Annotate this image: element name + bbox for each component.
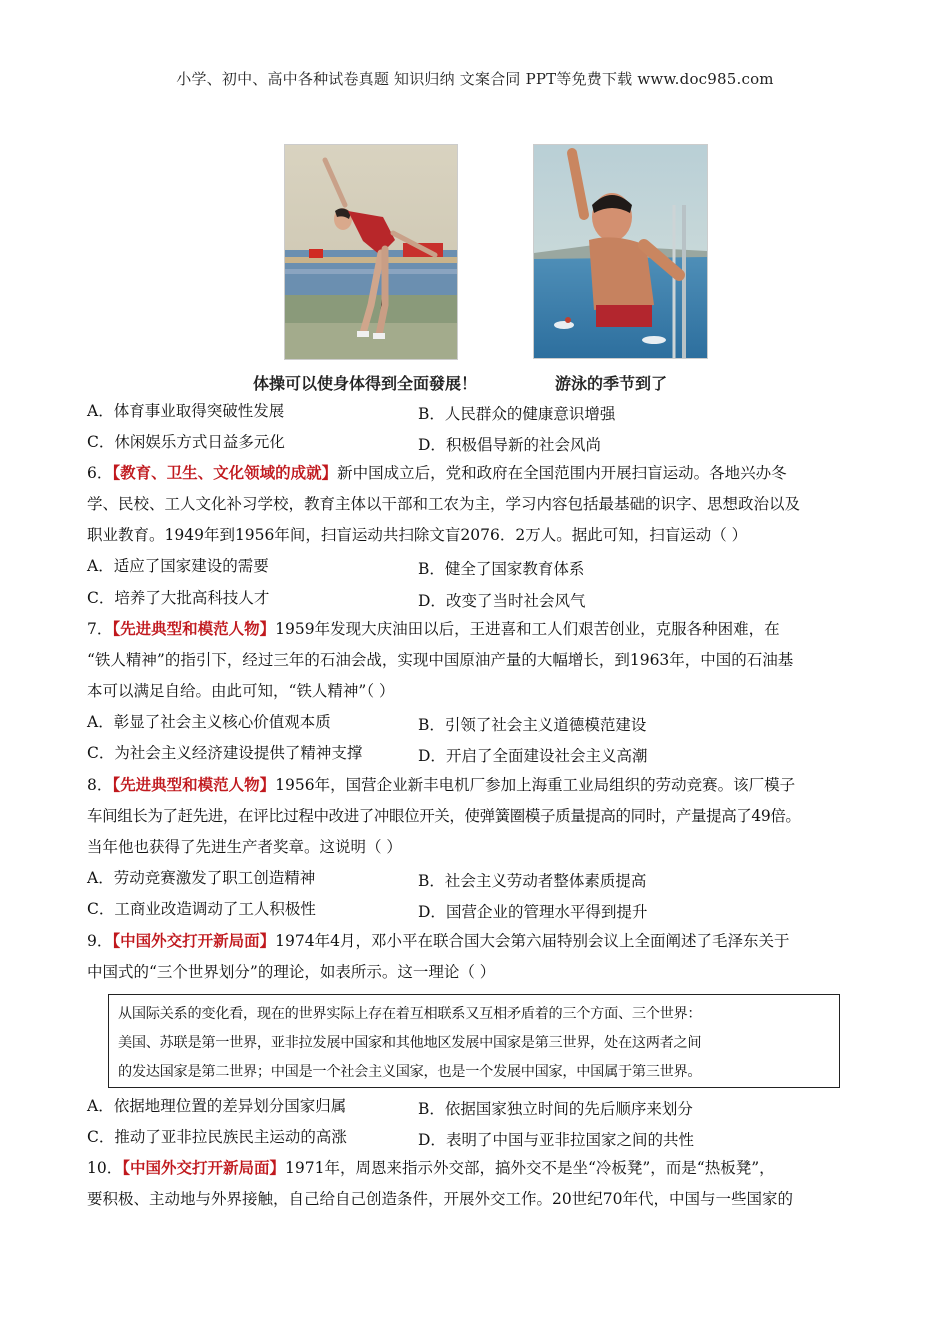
q7-option-b[interactable]: B．引领了社会主义道德模范建设	[418, 716, 647, 734]
q5-option-b[interactable]: B．人民群众的健康意识增强	[418, 405, 616, 423]
q9-topic-tag: 【中国外交打开新局面】	[112, 931, 276, 950]
q9-quote-line-2: 美国、苏联是第一世界，亚非拉发展中国家和其他地区发展中国家是第三世界，处在这两者之间	[118, 1035, 702, 1051]
q5-option-c[interactable]: C．休闲娱乐方式日益多元化	[87, 433, 285, 451]
q7-option-d[interactable]: D．开启了全面建设社会主义高潮	[418, 747, 648, 765]
q10-number: 10．	[87, 1159, 123, 1177]
q9-quote-line-1: 从国际关系的变化看，现在的世界实际上存在着互相联系又互相矛盾着的三个方面、三个世界：	[118, 1006, 702, 1022]
q9-stem-line-2: 中国式的“三个世界划分”的理论，如表所示。这一理论（ ）	[87, 963, 496, 981]
q10-stem-line-1: 10．【中国外交打开新局面】1971年，周恩来指示外交部，搞外交不是坐“冷板凳”，而是“热板凳”，	[87, 1158, 775, 1177]
q8-topic-tag: 【先进典型和模范人物】	[112, 775, 276, 794]
q8-option-b[interactable]: B．社会主义劳动者整体素质提高	[418, 872, 647, 890]
q6-stem-line-2: 学、民校、工人文化补习学校，教育主体以干部和工农为主，学习内容包括最基础的识字、思想政治以及	[87, 495, 801, 513]
q9-stem-line-1: 9．【中国外交打开新局面】1974年4月，邓小平在联合国大会第六届特别会议上全面阐述了毛泽东关于	[87, 931, 790, 950]
q9-option-d[interactable]: D．表明了中国与亚非拉国家之间的共性	[418, 1131, 694, 1149]
q7-stem-line-3: 本可以满足自给。由此可知，“铁人精神”（ ）	[87, 682, 395, 700]
q7-option-c[interactable]: C．为社会主义经济建设提供了精神支撑	[87, 744, 363, 762]
q8-option-d[interactable]: D．国营企业的管理水平得到提升	[418, 903, 648, 921]
poster-caption-gymnastics: 体操可以使身体得到全面發展！	[253, 374, 478, 393]
q9-option-a[interactable]: A．依据地理位置的差异划分国家归属	[87, 1097, 347, 1115]
page-header: 小学、初中、高中各种试卷真题 知识归纳 文案合同 PPT等免费下载 www.doc985.com	[176, 70, 774, 88]
q10-stem-line-2: 要积极、主动地与外界接触，自己给自己创造条件，开展外交工作。20世纪70年代，中国与一些国家的	[87, 1190, 793, 1208]
q8-number: 8．	[87, 776, 113, 794]
q7-topic-tag: 【先进典型和模范人物】	[112, 619, 276, 638]
q5-option-a[interactable]: A．体育事业取得突破性发展	[87, 402, 285, 420]
q9-number: 9．	[87, 932, 113, 950]
q6-number: 6．	[87, 464, 113, 482]
q6-option-b[interactable]: B．健全了国家教育体系	[418, 560, 585, 578]
q8-stem-line-2: 车间组长为了赶先进，在评比过程中改进了冲眼位开关，使弹簧圈模子质量提高的同时，产量提高了49倍。	[87, 807, 801, 825]
q6-stem-line-1: 6．【教育、卫生、文化领域的成就】新中国成立后，党和政府在全国范围内开展扫盲运动。各地兴办冬	[87, 463, 787, 482]
q9-option-b[interactable]: B．依据国家独立时间的先后顺序来划分	[418, 1100, 693, 1118]
gymnastics-poster-image	[284, 144, 458, 360]
q8-stem-line-3: 当年他也获得了先进生产者奖章。这说明（ ）	[87, 838, 402, 856]
q6-stem-line-3: 职业教育。1949年到1956年间，扫盲运动共扫除文盲2076．2万人。据此可知，扫盲运动（ ）	[87, 526, 748, 544]
q7-number: 7．	[87, 620, 113, 638]
q7-stem-line-1: 7．【先进典型和模范人物】1959年发现大庆油田以后，王进喜和工人们艰苦创业，克服各种困难，在	[87, 619, 780, 638]
q6-topic-tag: 【教育、卫生、文化领域的成就】	[112, 463, 338, 482]
swimming-poster-image	[533, 144, 708, 359]
q8-option-a[interactable]: A．劳动竞赛激发了职工创造精神	[87, 869, 316, 887]
q5-option-d[interactable]: D．积极倡导新的社会风尚	[418, 436, 601, 454]
poster-caption-swimming: 游泳的季节到了	[555, 374, 668, 393]
q6-option-c[interactable]: C．培养了大批高科技人才	[87, 589, 270, 607]
q6-option-d[interactable]: D．改变了当时社会风气	[418, 592, 586, 610]
q8-option-c[interactable]: C．工商业改造调动了工人积极性	[87, 900, 316, 918]
q10-topic-tag: 【中国外交打开新局面】	[122, 1158, 285, 1177]
q7-option-a[interactable]: A．彰显了社会主义核心价值观本质	[87, 713, 331, 731]
q9-option-c[interactable]: C．推动了亚非拉民族民主运动的高涨	[87, 1128, 347, 1146]
q7-stem-line-2: “铁人精神”的指引下，经过三年的石油会战，实现中国原油产量的大幅增长，到1963年，中国的石油基	[87, 651, 794, 669]
q9-quote-line-3: 的发达国家是第二世界；中国是一个社会主义国家，也是一个发展中国家，中国属于第三世界。	[118, 1064, 702, 1080]
q8-stem-line-1: 8．【先进典型和模范人物】1956年，国营企业新丰电机厂参加上海重工业局组织的劳动竞赛。该厂模子	[87, 775, 796, 794]
q6-option-a[interactable]: A．适应了国家建设的需要	[87, 557, 269, 575]
